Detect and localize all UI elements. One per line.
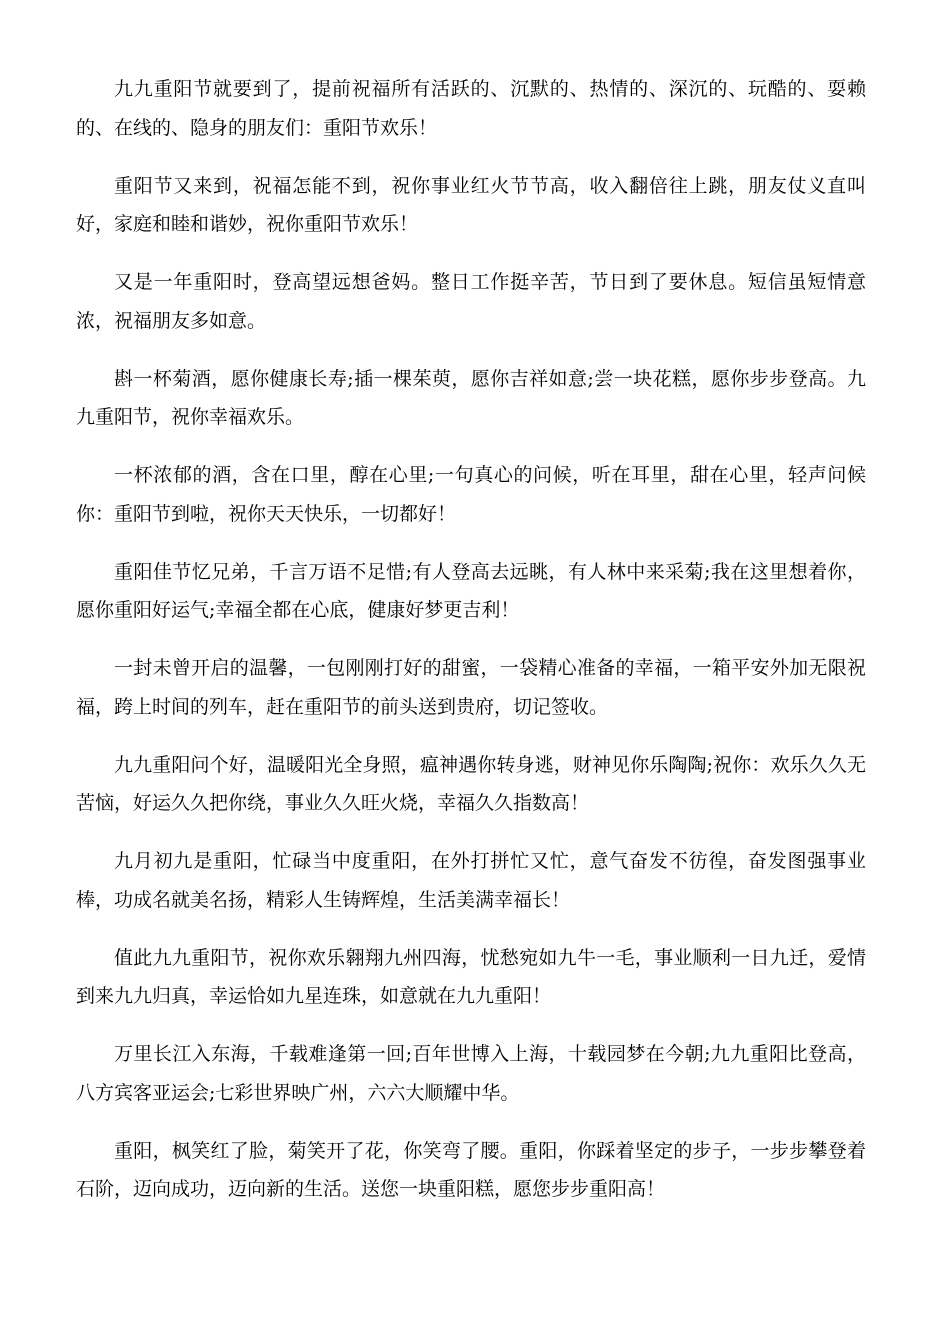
paragraph-8: 九九重阳问个好，温暖阳光全身照，瘟神遇你转身逃，财神见你乐陶陶;祝你：欢乐久久无苦恼，好运久久把你绕，事业久久旺火烧，幸福久久指数高！ — [76, 753, 866, 814]
paragraph-5: 一杯浓郁的酒，含在口里，醇在心里;一句真心的问候，听在耳里，甜在心里，轻声问候你：重阳节到啦，祝你天天快乐，一切都好！ — [76, 464, 866, 525]
paragraph-9: 九月初九是重阳，忙碌当中度重阳，在外打拼忙又忙，意气奋发不彷徨，奋发图强事业棒，功成名就美名扬，精彩人生铸辉煌，生活美满幸福长！ — [76, 850, 866, 911]
paragraph-12: 重阳，枫笑红了脸，菊笑开了花，你笑弯了腰。重阳，你踩着坚定的步子，一步步攀登着石阶，迈向成功，迈向新的生活。送您一块重阳糕，愿您步步重阳高！ — [76, 1139, 866, 1200]
paragraph-2: 重阳节又来到，祝福怎能不到，祝你事业红火节节高，收入翻倍往上跳，朋友仗义直叫好，家庭和睦和谐妙，祝你重阳节欢乐！ — [76, 174, 866, 235]
document-body — [76, 70, 866, 1228]
paragraph-3: 又是一年重阳时，登高望远想爸妈。整日工作挺辛苦，节日到了要休息。短信虽短情意浓，祝福朋友多如意。 — [76, 271, 866, 332]
paragraph-4: 斟一杯菊酒，愿你健康长寿;插一棵茱萸，愿你吉祥如意;尝一块花糕，愿你步步登高。九九重阳节，祝你幸福欢乐。 — [76, 367, 866, 428]
paragraph-1: 九九重阳节就要到了，提前祝福所有活跃的、沉默的、热情的、深沉的、玩酷的、耍赖的、在线的、隐身的朋友们：重阳节欢乐！ — [76, 78, 866, 139]
paragraph-10: 值此九九重阳节，祝你欢乐翱翔九州四海，忧愁宛如九牛一毛，事业顺利一日九迁，爱情到来九九归真，幸运恰如九星连珠，如意就在九九重阳！ — [76, 946, 866, 1007]
paragraph-6: 重阳佳节忆兄弟，千言万语不足惜;有人登高去远眺，有人林中来采菊;我在这里想着你，愿你重阳好运气;幸福全都在心底，健康好梦更吉利！ — [76, 560, 866, 621]
paragraph-11: 万里长江入东海，千载难逢第一回;百年世博入上海，十载园梦在今朝;九九重阳比登高，八方宾客亚运会;七彩世界映广州，六六大顺耀中华。 — [76, 1043, 866, 1104]
paragraph-7: 一封未曾开启的温馨，一包刚刚打好的甜蜜，一袋精心准备的幸福，一箱平安外加无限祝福，跨上时间的列车，赶在重阳节的前头送到贵府，切记签收。 — [76, 657, 866, 718]
